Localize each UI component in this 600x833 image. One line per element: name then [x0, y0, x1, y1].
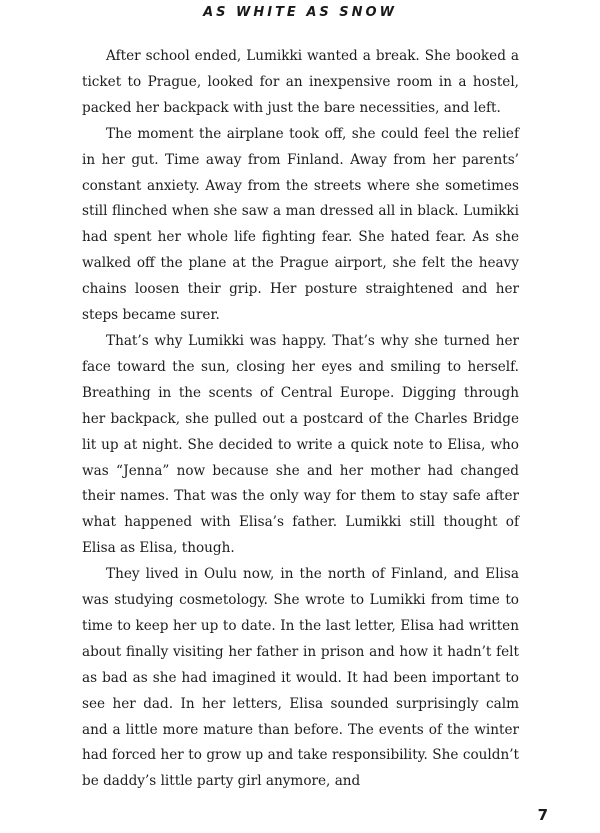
paragraph: The moment the airplane took off, she could feel the relief in her gut. Time away from Finland. Away from her parents’ constant anxiety. Away from the streets where she sometimes still flinched when she saw a man dressed all in black. Lumikki had spent her whole life fighting fear. She hated fear. As she walked off the plane at the Prague airport, she felt the heavy chains loosen their grip. Her posture straightened and her steps became surer. [82, 125, 519, 324]
running-head-title: AS WHITE AS SNOW [203, 5, 397, 20]
paragraph: They lived in Oulu now, in the north of Finland, and Elisa was studying cosmetology. She wrote to Lumikki from time to time to keep her up to date. In the last letter, Elisa had written about finally visiting her father in prison and how it hadn’t felt as bad as she had imagined it would. It had been important to see her dad. In her letters, Elisa sounded surprisingly calm and a little more mature than before. The events of the winter had forced her to grow up and take responsibility. She couldn’t be daddy’s little party girl anymore, and [82, 566, 519, 790]
paragraph: After school ended, Lumikki wanted a break. She booked a ticket to Prague, looked for an inexpensive room in a hostel, packed her backpack with just the bare necessities, and left. [82, 48, 519, 116]
paragraph: That’s why Lumikki was happy. That’s why she turned her face toward the sun, closing her eyes and smiling to herself. Breathing in the scents of Central Europe. Digging through her backpack, she pulled out a postcard of the Charles Bridge lit up at night. She decided to write a quick note to Elisa, who was “Jenna” now because she and her mother had changed their names. That was the only way for them to stay safe after what happened with Elisa’s father. Lumikki still thought of Elisa as Elisa, though. [82, 332, 519, 557]
page-number: 7 [537, 806, 548, 824]
body-text [82, 44, 519, 795]
